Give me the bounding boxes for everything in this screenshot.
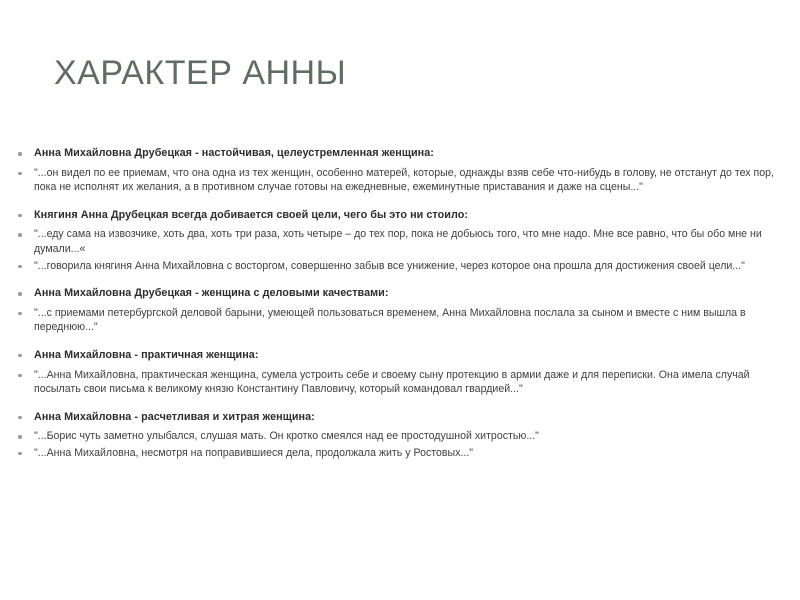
bullet-quote-text: "...он видел по ее приемам, что она одна из тех женщин, особенно матерей, которые, однажды взяв себе что-нибудь в голову, не отстанут до тех пор, пока не исполнят их желания, а в противном случае готовы на ежедневные, ежеминутные приставания и даже на сцены..." [34, 166, 774, 194]
bullet-quote-text: "...еду сама на извозчике, хоть два, хоть три раза, хоть четыре – до тех пор, пока не добьюсь того, что мне надо. Мне все равно, что бы обо мне ни думали...« [34, 228, 762, 255]
bullet-quote-item [14, 227, 796, 256]
bullet-heading-item [14, 410, 796, 425]
bullet-dot-icon [18, 354, 22, 358]
bullet-quote-item [14, 429, 796, 444]
content-group [14, 208, 796, 273]
bullet-dot-icon [18, 435, 22, 439]
content-group [14, 286, 796, 335]
bullet-heading-label: Анна Михайловна - практичная женщина: [34, 348, 259, 361]
page-title: ХАРАКТЕР АННЫ [54, 53, 347, 92]
content-group [14, 146, 796, 195]
bullet-heading-label: Анна Михайловна Друбецкая - женщина с деловыми качествами: [34, 287, 389, 300]
content-group [14, 348, 796, 397]
bullet-quote-text: "...Анна Михайловна, несмотря на поправившиеся дела, продолжала жить у Ростовых..." [34, 446, 474, 459]
bullet-dot-icon [18, 312, 22, 316]
bullet-quote-text: "...с приемами петербургской деловой барыни, умеющей пользоваться временем, Анна Михайловна послала за сыном и вместе с ним вышла в переднюю..." [34, 306, 746, 334]
bullet-quote-item [14, 166, 796, 195]
bullet-quote-text: "...говорила княгиня Анна Михайловна с восторгом, совершенно забыв все унижение, через которое она прошла для достижения своей цели..." [34, 259, 745, 272]
bullet-quote-item [14, 306, 796, 335]
bullet-quote-text: "...Борис чуть заметно улыбался, слушая мать. Он кротко смеялся над ее простодушной хитростью..." [34, 430, 539, 443]
bullet-dot-icon [18, 152, 22, 156]
bullet-heading-label: Анна Михайловна Друбецкая - настойчивая, целеустремленная женщина: [34, 147, 434, 159]
bullet-heading-item [14, 146, 796, 161]
bullet-dot-icon [18, 265, 22, 269]
bullet-dot-icon [18, 214, 22, 218]
bullet-heading-item [14, 208, 796, 223]
bullet-dot-icon [18, 452, 22, 456]
bullet-heading-item [14, 286, 796, 301]
bullet-quote-item [14, 368, 796, 397]
bullet-dot-icon [18, 292, 22, 296]
slide-content-body [14, 146, 796, 461]
bullet-quote-text: "...Анна Михайловна, практическая женщина, сумела устроить себе и своему сыну протекцию в армии даже и для переписки. Она имела случай посылать свои письма к великому князю Константину Павловичу, который командовал гвардией..." [34, 368, 750, 396]
bullet-dot-icon [18, 172, 22, 176]
bullet-dot-icon [18, 374, 22, 378]
bullet-dot-icon [18, 233, 22, 237]
bullet-quote-item [14, 446, 796, 461]
bullet-dot-icon [18, 416, 22, 420]
bullet-quote-item [14, 259, 796, 274]
content-group [14, 410, 796, 461]
bullet-heading-label: Анна Михайловна - расчетливая и хитрая женщина: [34, 410, 315, 423]
bullet-heading-label: Княгиня Анна Друбецкая всегда добивается своей цели, чего бы это ни стоило: [34, 208, 469, 221]
bullet-heading-item [14, 348, 796, 363]
